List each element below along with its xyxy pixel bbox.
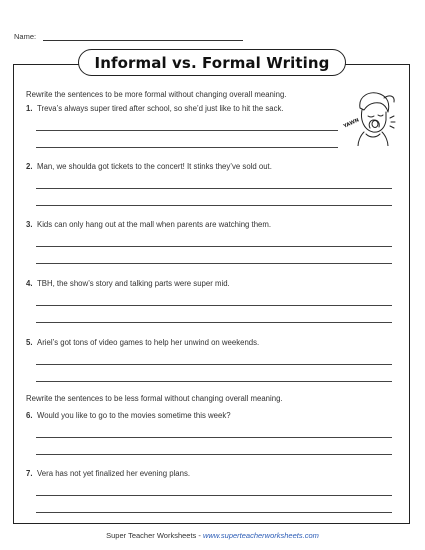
- answer-line[interactable]: [36, 263, 392, 264]
- question-1: [26, 104, 284, 113]
- name-label: Name:: [14, 32, 37, 41]
- question-number: 7.: [26, 469, 33, 478]
- section2-instruction: Rewrite the sentences to be less formal without changing overall meaning.: [26, 394, 283, 403]
- footer-brand: Super Teacher Worksheets: [106, 531, 197, 540]
- answer-line[interactable]: [36, 246, 392, 247]
- answer-line[interactable]: [36, 305, 392, 306]
- footer-separator: -: [196, 531, 203, 540]
- question-text: TBH, the show’s story and talking parts were super mid.: [37, 279, 230, 288]
- answer-line[interactable]: [36, 512, 392, 513]
- question-5: [26, 338, 259, 347]
- question-number: 6.: [26, 411, 33, 420]
- question-6: [26, 411, 231, 420]
- question-text: Vera has not yet finalized her evening plans.: [37, 469, 191, 478]
- question-text: Ariel’s got tons of video games to help her unwind on weekends.: [37, 338, 260, 347]
- yawning-girl-illustration: [340, 90, 402, 146]
- question-text: Kids can only hang out at the mall when parents are watching them.: [37, 220, 272, 229]
- answer-line[interactable]: [36, 381, 392, 382]
- question-3: [26, 220, 271, 229]
- illustration-caption: YAWN: [342, 117, 361, 130]
- question-text: Man, we shoulda got tickets to the concert! It stinks they’ve sold out.: [37, 162, 272, 171]
- question-text: Would you like to go to the movies sometime this week?: [37, 411, 231, 420]
- question-number: 2.: [26, 162, 33, 171]
- answer-line[interactable]: [36, 205, 392, 206]
- section1-instruction: Rewrite the sentences to be more formal without changing overall meaning.: [26, 90, 287, 99]
- question-number: 5.: [26, 338, 33, 347]
- name-input-line[interactable]: [43, 40, 243, 41]
- footer-link[interactable]: www.superteacherworksheets.com: [202, 531, 319, 540]
- question-text: Treva’s always super tired after school, so she’d just like to hit the sack.: [37, 104, 284, 113]
- answer-line[interactable]: [36, 364, 392, 365]
- answer-line[interactable]: [36, 147, 338, 148]
- answer-line[interactable]: [36, 454, 392, 455]
- page-title: Informal vs. Formal Writing: [78, 49, 346, 76]
- answer-line[interactable]: [36, 322, 392, 323]
- question-number: 3.: [26, 220, 33, 229]
- answer-line[interactable]: [36, 130, 338, 131]
- answer-line[interactable]: [36, 495, 392, 496]
- question-4: [26, 279, 230, 288]
- answer-line[interactable]: [36, 188, 392, 189]
- footer: [0, 531, 425, 540]
- question-number: 4.: [26, 279, 33, 288]
- question-number: 1.: [26, 104, 33, 113]
- question-7: [26, 469, 190, 478]
- answer-line[interactable]: [36, 437, 392, 438]
- question-2: [26, 162, 272, 171]
